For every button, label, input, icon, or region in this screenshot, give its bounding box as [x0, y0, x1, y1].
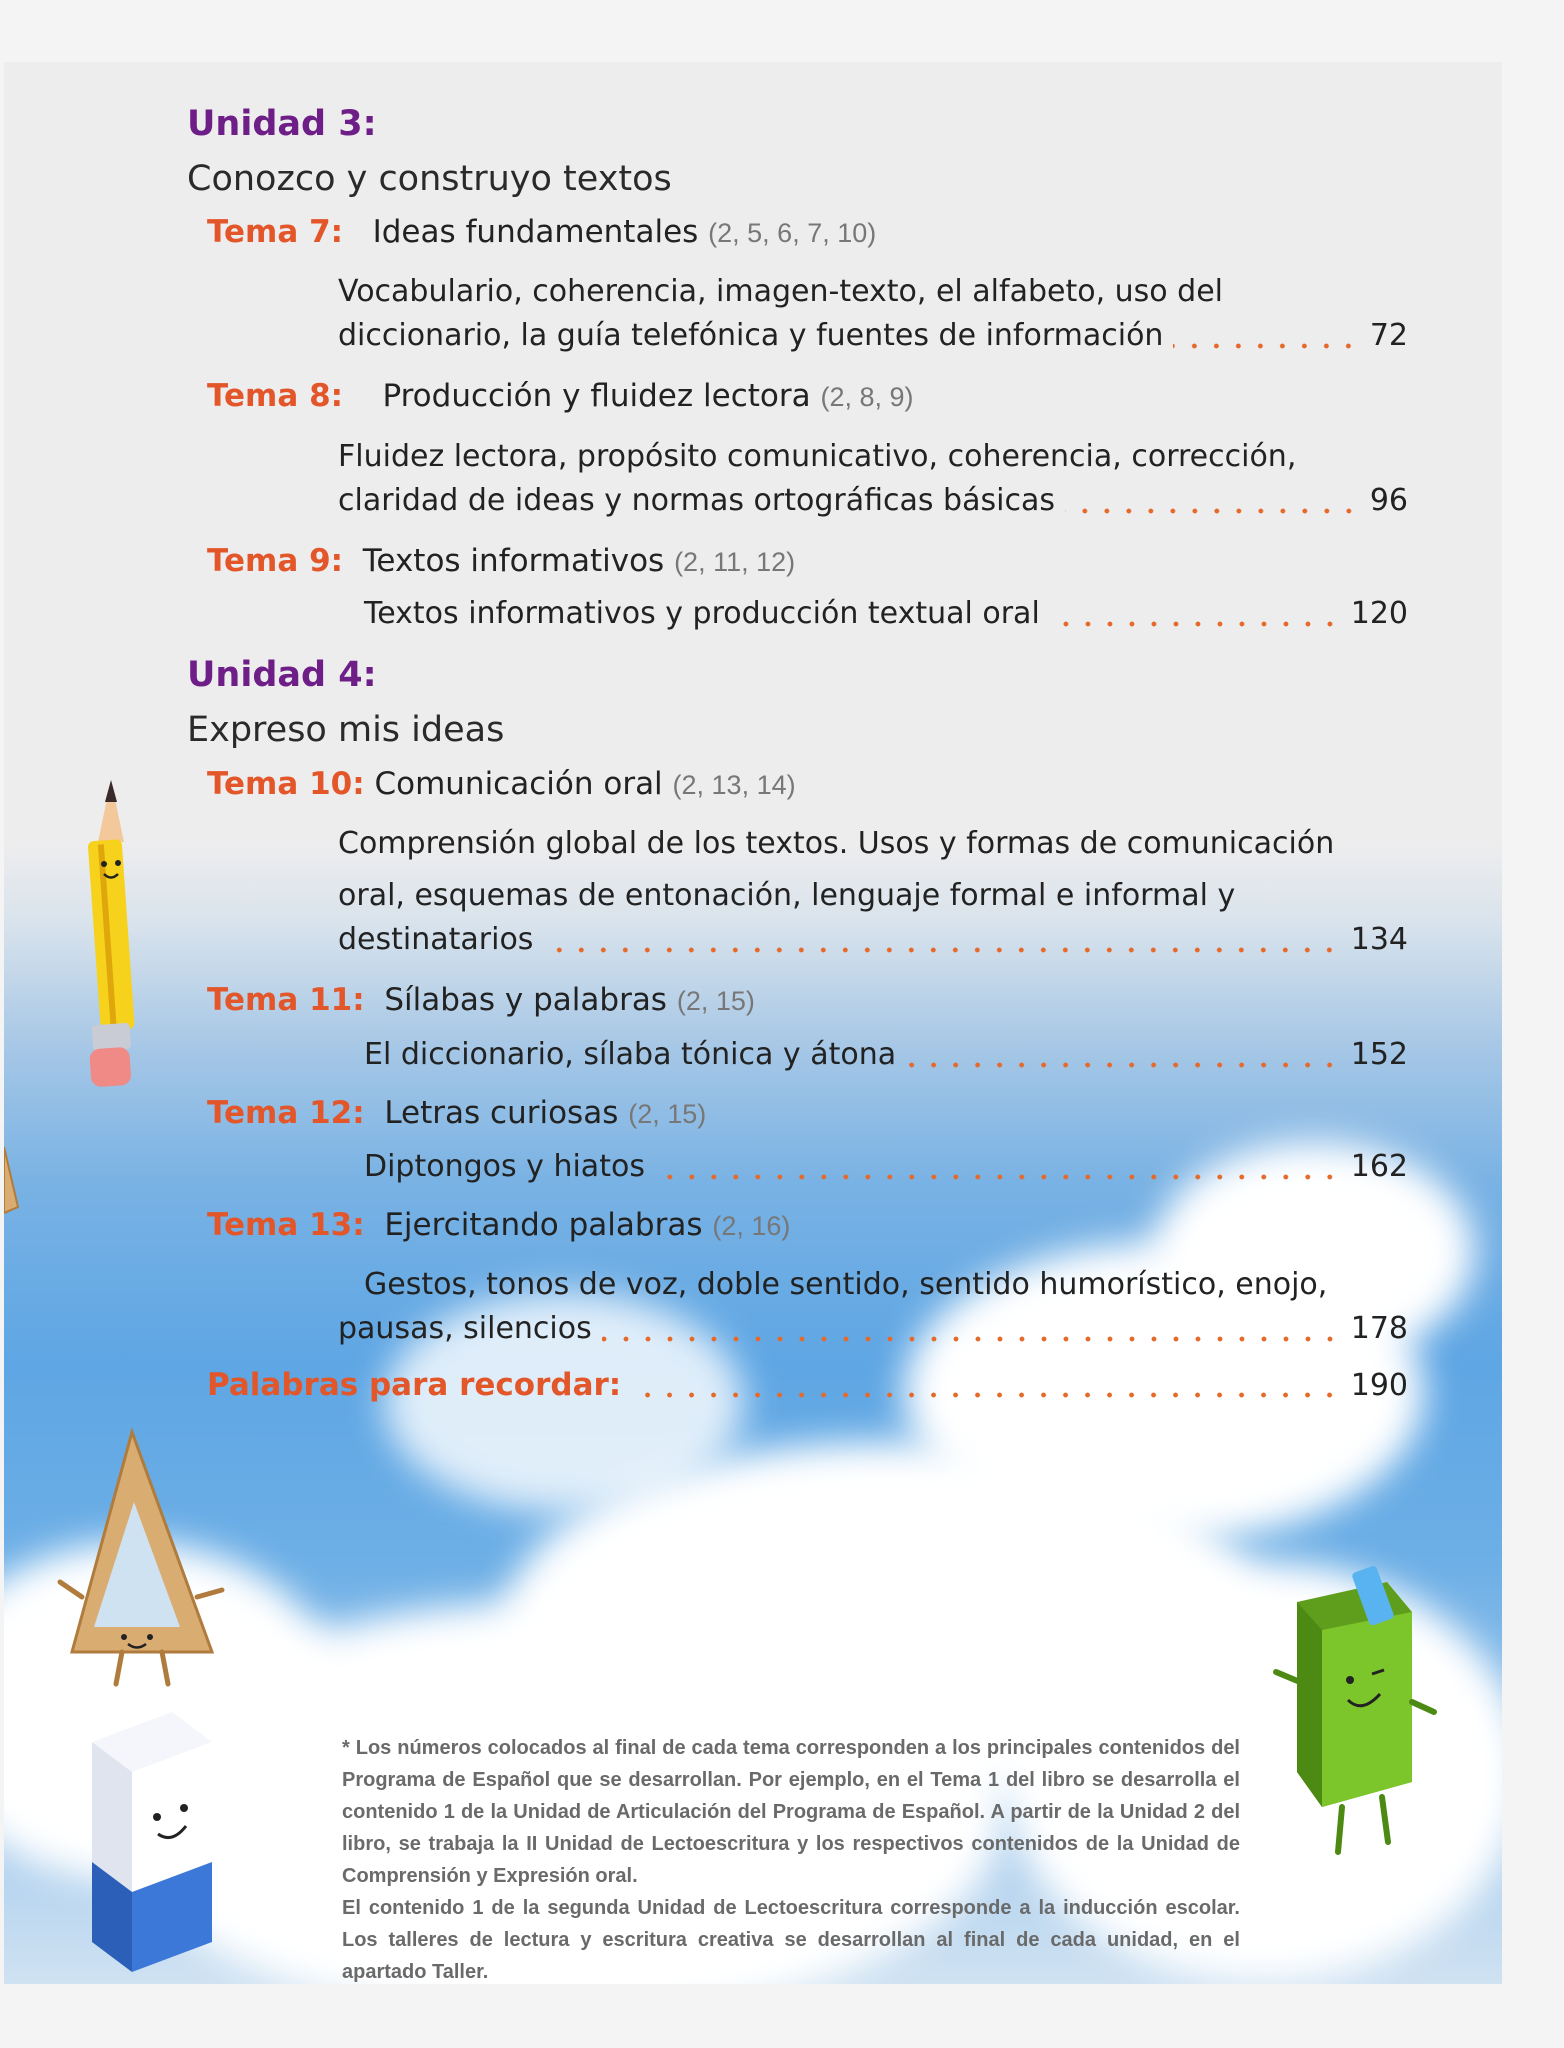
dot-leader: [1065, 508, 1360, 514]
tema-content-numbers: (2, 8, 9): [820, 382, 914, 412]
unit-3-label: Unidad 3:: [187, 104, 377, 144]
tema-title: Sílabas y palabras: [384, 982, 667, 1018]
tema-title: Textos informativos: [362, 543, 665, 579]
tema-13-description: Gestos, tonos de voz, doble sentido, sentido humorístico, enojo,: [364, 1267, 1328, 1302]
tema-label: Tema 7:: [207, 214, 344, 250]
page-number: 96: [1369, 483, 1408, 518]
recordar-entry: [207, 1367, 1408, 1403]
tema-label: Tema 12:: [207, 1095, 365, 1131]
tema-content-numbers: (2, 15): [628, 1099, 707, 1129]
tema-11-entry: [364, 1037, 1408, 1072]
tema-10-description-1: Comprensión global de los textos. Usos y formas de comunicación: [338, 826, 1335, 861]
dot-leader: [906, 1062, 1341, 1068]
tema-7-entry: [338, 318, 1408, 353]
tema-title: Ejercitando palabras: [384, 1207, 703, 1243]
tema-7-heading: [207, 214, 876, 250]
tema-title: Producción y fluidez lectora: [382, 378, 811, 414]
entry-text: diccionario, la guía telefónica y fuentes de información: [338, 318, 1164, 353]
tema-content-numbers: (2, 5, 6, 7, 10): [708, 218, 877, 248]
entry-text: Diptongos y hiatos: [364, 1149, 645, 1184]
tema-label: Tema 13:: [207, 1207, 365, 1243]
page-number: 178: [1350, 1311, 1408, 1346]
dot-leader: [1173, 343, 1359, 349]
tema-label: Tema 8:: [207, 378, 344, 414]
footnote-paragraph-1: * Los números colocados al final de cada tema corresponden a los principales contenidos del Programa de Español que se desarrollan. Por ejemplo, en el Tema 1 del libro se desarrolla el contenido 1 de la Unidad de Articulación del Programa de Español. A partir de la Unidad 2 del libro, se trabaja la II Unidad de Lectoescritura y los respectivos contenidos de la Unidad de Comprensión y Expresión oral.: [342, 1737, 1240, 1887]
dot-leader: [602, 1336, 1341, 1342]
unit-4-title: Expreso mis ideas: [187, 710, 505, 750]
tema-11-heading: [207, 982, 755, 1018]
dot-leader: [543, 947, 1340, 953]
tema-label: Tema 11:: [207, 982, 365, 1018]
page-number: 120: [1350, 596, 1408, 631]
tema-8-heading: [207, 378, 914, 414]
page-number: 72: [1369, 318, 1408, 353]
tema-13-heading: [207, 1207, 790, 1243]
tema-8-description: Fluidez lectora, propósito comunicativo, coherencia, corrección,: [338, 439, 1297, 474]
tema-content-numbers: (2, 11, 12): [674, 547, 796, 577]
tema-10-description-2: oral, esquemas de entonación, lenguaje formal e informal y: [338, 878, 1236, 913]
page-number: 162: [1350, 1149, 1408, 1184]
entry-text: El diccionario, sílaba tónica y átona: [364, 1037, 897, 1072]
unit-3-title: Conozco y construyo textos: [187, 159, 672, 199]
tema-9-entry: [364, 596, 1408, 631]
tema-12-heading: [207, 1095, 706, 1131]
tema-10-heading: [207, 766, 796, 802]
tema-label: Tema 10:: [207, 766, 365, 802]
tema-8-entry: [338, 483, 1408, 518]
triangle-ruler-icon: [52, 1422, 232, 1692]
dot-leader: [1050, 621, 1341, 627]
tema-title: Comunicación oral: [374, 766, 663, 802]
unit-4-label: Unidad 4:: [187, 655, 377, 695]
pencil-icon: [66, 772, 156, 1102]
tema-content-numbers: (2, 13, 14): [672, 770, 796, 800]
tema-content-numbers: (2, 16): [712, 1211, 791, 1241]
eraser-icon: [72, 1702, 222, 1984]
page-number: 134: [1350, 922, 1408, 957]
ruler-edge-icon: [4, 1147, 20, 1217]
recordar-label: Palabras para recordar:: [207, 1367, 622, 1403]
footnote-paragraph-2: El contenido 1 de la segunda Unidad de Lectoescritura corresponde a la inducción escolar. Los talleres de lectura y escritura creativa se desarrollan al final de cada unidad, en el apartado Taller.: [342, 1897, 1240, 1983]
tema-label: Tema 9:: [207, 543, 344, 579]
tema-9-heading: [207, 543, 795, 579]
tema-title: Ideas fundamentales: [372, 214, 699, 250]
tema-title: Letras curiosas: [384, 1095, 619, 1131]
dot-leader: [631, 1392, 1341, 1398]
entry-text: Textos informativos y producción textual oral: [364, 596, 1040, 631]
entry-text: destinatarios: [338, 922, 534, 957]
entry-text: pausas, silencios: [338, 1311, 592, 1346]
tema-13-entry: [338, 1311, 1408, 1346]
tema-content-numbers: (2, 15): [676, 986, 755, 1016]
entry-text: claridad de ideas y normas ortográficas básicas: [338, 483, 1055, 518]
tema-12-entry: [364, 1149, 1408, 1184]
tema-7-description: Vocabulario, coherencia, imagen-texto, el alfabeto, uso del: [338, 274, 1224, 309]
toc-page: [4, 62, 1502, 1984]
book-icon: [1262, 1562, 1442, 1862]
footnote: [342, 1732, 1240, 1984]
page-number: 190: [1350, 1368, 1408, 1403]
tema-10-entry: [338, 922, 1408, 957]
dot-leader: [655, 1174, 1341, 1180]
page-number: 152: [1350, 1037, 1408, 1072]
